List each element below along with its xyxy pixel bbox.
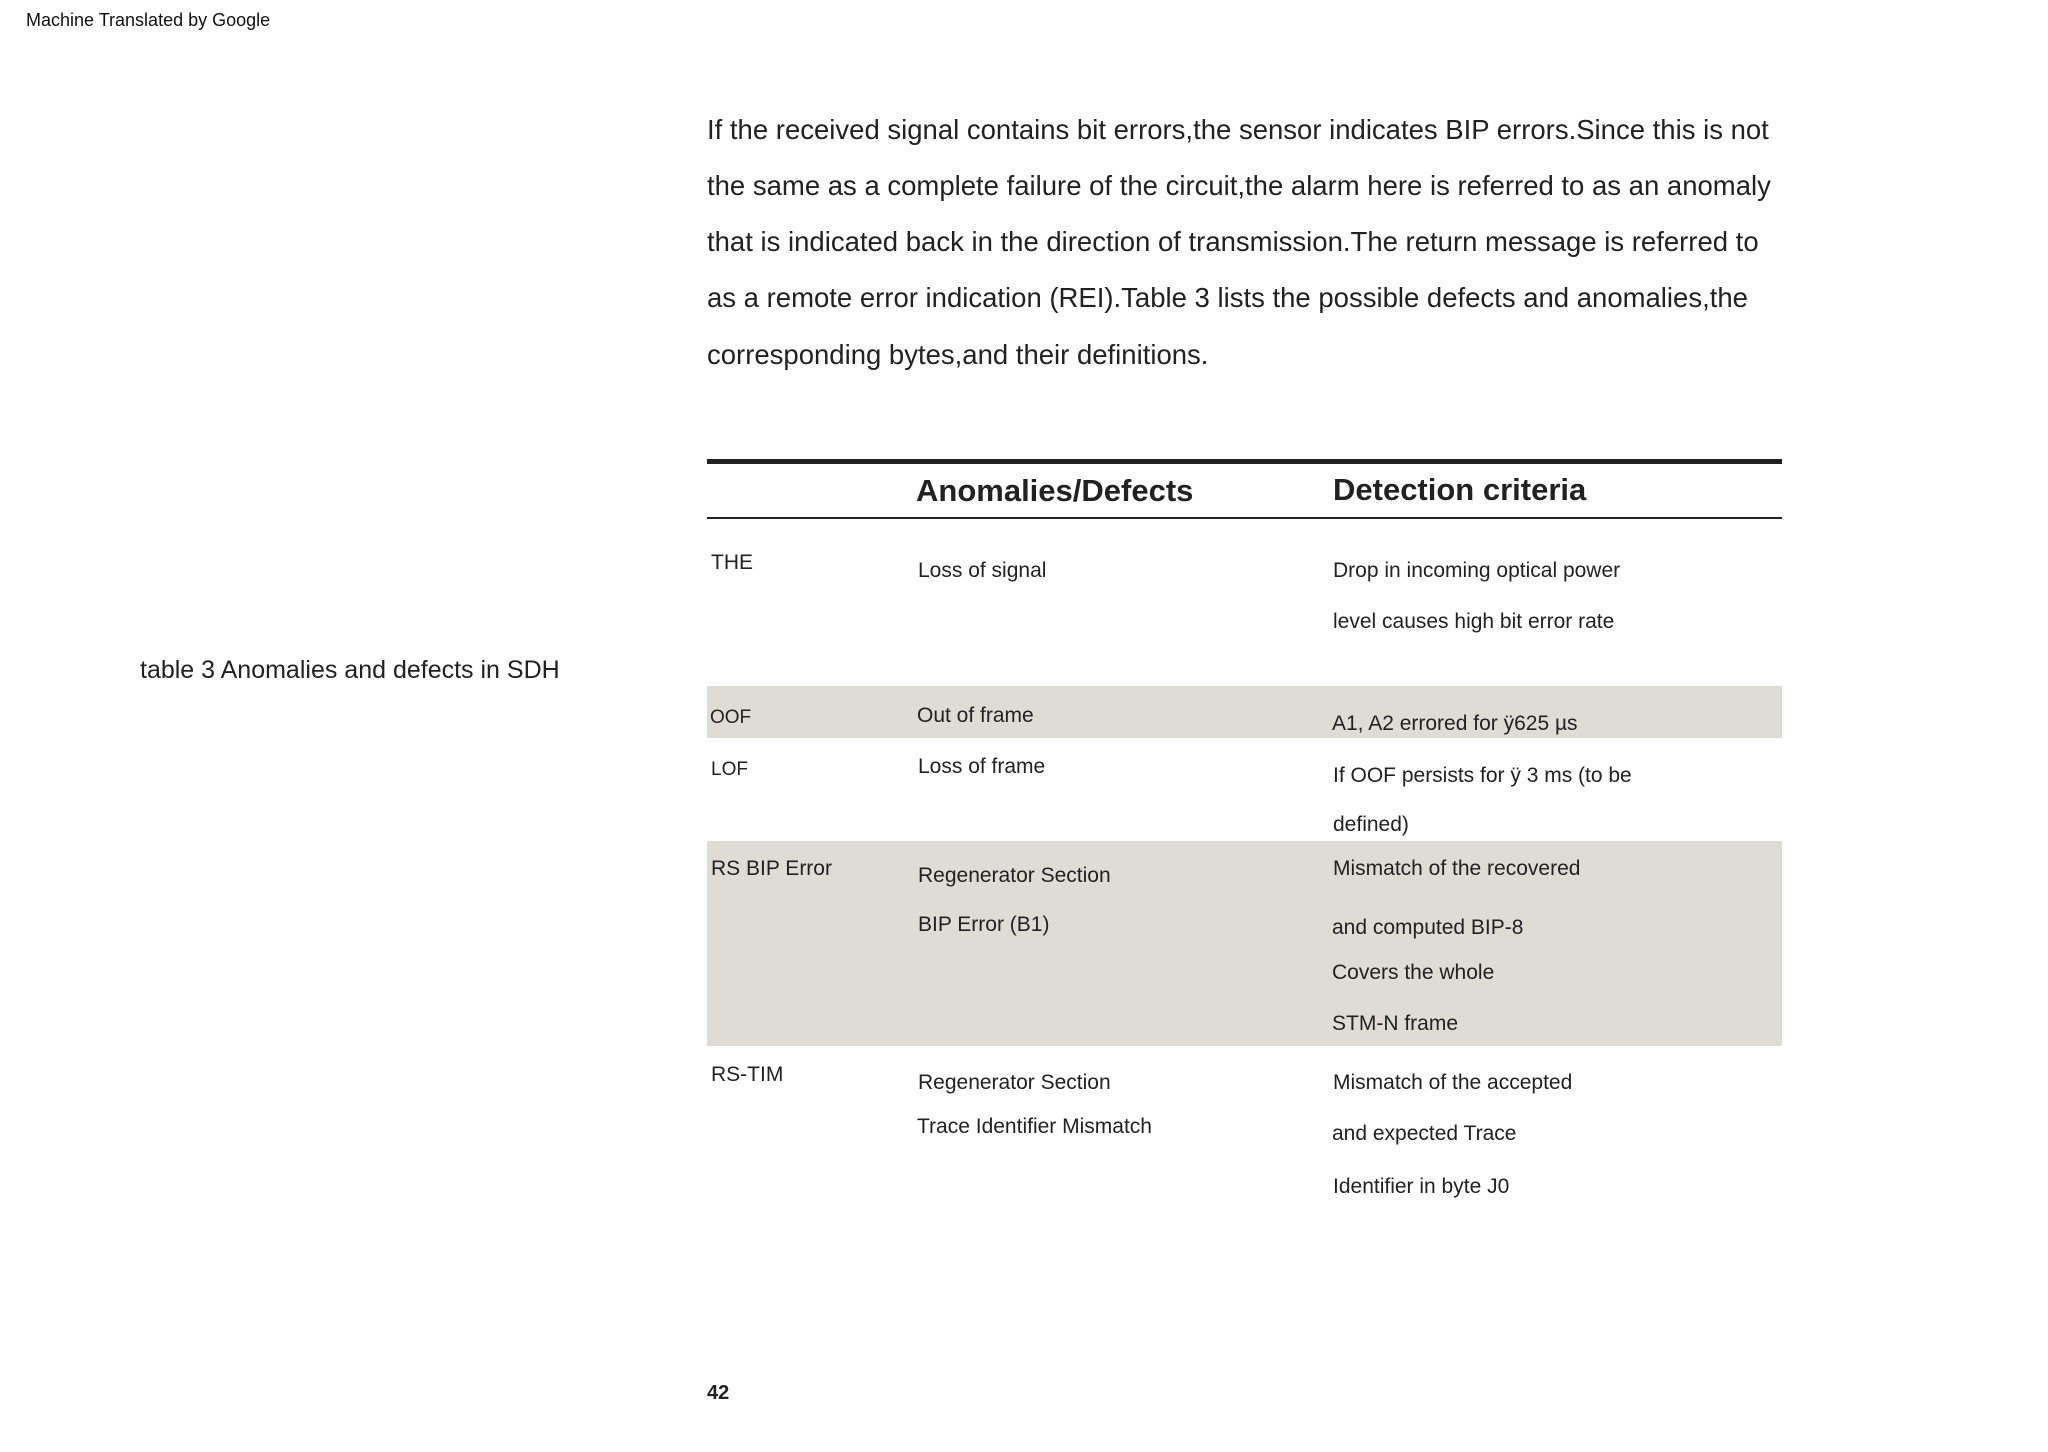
intro-line: corresponding bytes,and their definitions.: [707, 339, 1209, 370]
intro-line: If the received signal contains bit errors,the sensor indicates BIP errors.Since this is not: [707, 114, 1769, 145]
anomalies-table: [707, 459, 1782, 1219]
table-header-rule: [707, 517, 1782, 519]
header-criteria: Detection criteria: [1333, 472, 1587, 507]
machine-translation-note: Machine Translated by Google: [26, 10, 271, 30]
page-number: 42: [707, 1382, 730, 1404]
row-name: Regenerator Section: [918, 864, 1111, 887]
row-code: LOF: [711, 759, 748, 780]
intro-line: the same as a complete failure of the circuit,the alarm here is referred to as an anomaly: [707, 170, 1771, 201]
row-criteria: Drop in incoming optical power: [1333, 559, 1621, 582]
row-code: OOF: [710, 707, 752, 728]
table-top-rule: [707, 459, 1782, 464]
row-name: Regenerator Section: [918, 1071, 1111, 1094]
table-caption: table 3 Anomalies and defects in SDH: [140, 656, 560, 684]
intro-line: as a remote error indication (REI).Table 3 lists the possible defects and anomalies,the: [707, 282, 1748, 313]
row-criteria: and expected Trace: [1332, 1122, 1517, 1145]
row-criteria: If OOF persists for ÿ 3 ms (to be: [1333, 764, 1632, 787]
intro-line: that is indicated back in the direction of transmission.The return message is referred to: [707, 226, 1759, 257]
row-criteria: Covers the whole: [1332, 961, 1495, 984]
row-code: THE: [711, 551, 753, 574]
row-criteria: defined): [1333, 813, 1409, 836]
row-band-rs-bip: [707, 841, 1782, 1046]
row-criteria: A1, A2 errored for ÿ625 µs: [1332, 712, 1578, 735]
row-criteria: STM-N frame: [1332, 1012, 1458, 1035]
row-name: Out of frame: [917, 704, 1034, 727]
row-name: Loss of frame: [918, 755, 1046, 778]
row-criteria: Mismatch of the recovered: [1333, 857, 1581, 880]
row-code: RS-TIM: [711, 1063, 784, 1086]
row-name: BIP Error (B1): [918, 913, 1050, 936]
row-criteria: Identifier in byte J0: [1333, 1175, 1510, 1198]
row-band-oof: [707, 686, 1782, 738]
row-criteria: level causes high bit error rate: [1333, 610, 1615, 633]
row-criteria: and computed BIP-8: [1332, 916, 1524, 939]
header-anomalies: Anomalies/Defects: [916, 473, 1194, 508]
row-name: Trace Identifier Mismatch: [917, 1115, 1152, 1138]
row-name: Loss of signal: [918, 559, 1047, 582]
row-criteria: Mismatch of the accepted: [1333, 1071, 1573, 1094]
row-code: RS BIP Error: [711, 857, 832, 880]
